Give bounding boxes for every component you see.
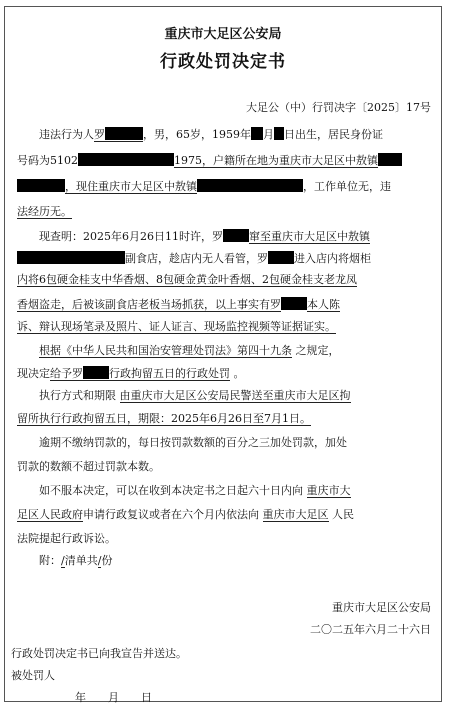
facts-line-2: 副食店，趁店内无人看管，罗 进入店内将烟柜 [17,251,371,266]
facts-line-4: 香烟盗走，后被该副食店老板当场抓获，以上事实有罗 本人陈 [17,298,340,311]
redaction-block [223,229,249,242]
appeal-line-3: 法院提起行政诉讼。 [17,532,116,545]
redaction-block [78,153,174,166]
signature-date-blank: 年 月 日 [75,691,152,704]
penalized-person-label: 被处罚人 [11,669,55,682]
service-notice: 行政处罚决定书已向我宣告并送达。 [11,647,187,660]
redaction-block [274,127,284,140]
execution-line-2: 留所执行行政拘留五日，期限：2025年6月26日至7月1日。 [17,412,311,425]
offender-line-4: 法经历无。 [17,205,72,218]
appeal-line-2: 足区人民政府申请行政复议或者在六个月内依法向 重庆市大足区 人民 [17,508,354,521]
signature-authority: 重庆市大足区公安局 [332,601,431,614]
issue-date: 二〇二五年六月二十六日 [310,623,431,636]
execution-line-1: 执行方式和期限 由重庆市大足区公安局民警送至重庆市大足区拘 [39,389,351,402]
facts-line-5: 诉、辩认现场笔录及照片、证人证言、现场监控视频等证据证实。 [17,320,336,333]
legal-basis-line-1: 根据《中华人民共和国治安管理处罚法》第四十九条 之规定， [39,344,340,357]
attachment-line: 附：/清单共/份 [39,554,113,567]
offender-line-2: 号码为5102 1975，户籍所在地为重庆市大足区中敖镇 [17,153,402,168]
facts-line-3: 内将6包硬金桂支中华香烟、8包硬金黄金叶香烟、2包硬金桂支老龙凤 [17,273,357,286]
redaction-block [268,251,294,264]
document-title: 行政处罚决定书 [160,52,286,72]
facts-line-1: 现查明：2025年6月26日11时许，罗 窜至重庆市大足区中敖镇 [39,230,370,243]
issuing-authority: 重庆市大足区公安局 [164,27,282,42]
late-fee-line-1: 逾期不缴纳罚款的，每日按罚款数额的百分之三加处罚款，加处 [39,436,347,449]
redaction-block [17,251,125,264]
redaction-block [251,127,263,140]
late-fee-line-2: 罚款的数额不超过罚款本数。 [17,460,160,473]
redaction-block [197,179,303,192]
offender-line-3: ，现住重庆市大足区中敖镇 ，工作单位无，违 [17,179,391,194]
redaction-block [105,127,143,140]
document-number: 大足公（中）行罚决字〔2025〕17号 [246,101,431,114]
redaction-block [83,366,109,379]
legal-basis-line-2: 现决定给予罗 行政拘留五日的行政处罚 。 [17,367,245,380]
redaction-block [281,297,307,310]
offender-line-1: 违法行为人罗 ，男，65岁，1959年 月 日出生，居民身份证 [39,128,383,141]
redaction-block [17,179,65,192]
appeal-line-1: 如不服本决定，可以在收到本决定书之日起六十日内向 重庆市大 [39,484,351,497]
redaction-block [378,153,402,166]
decision-document [4,6,442,702]
